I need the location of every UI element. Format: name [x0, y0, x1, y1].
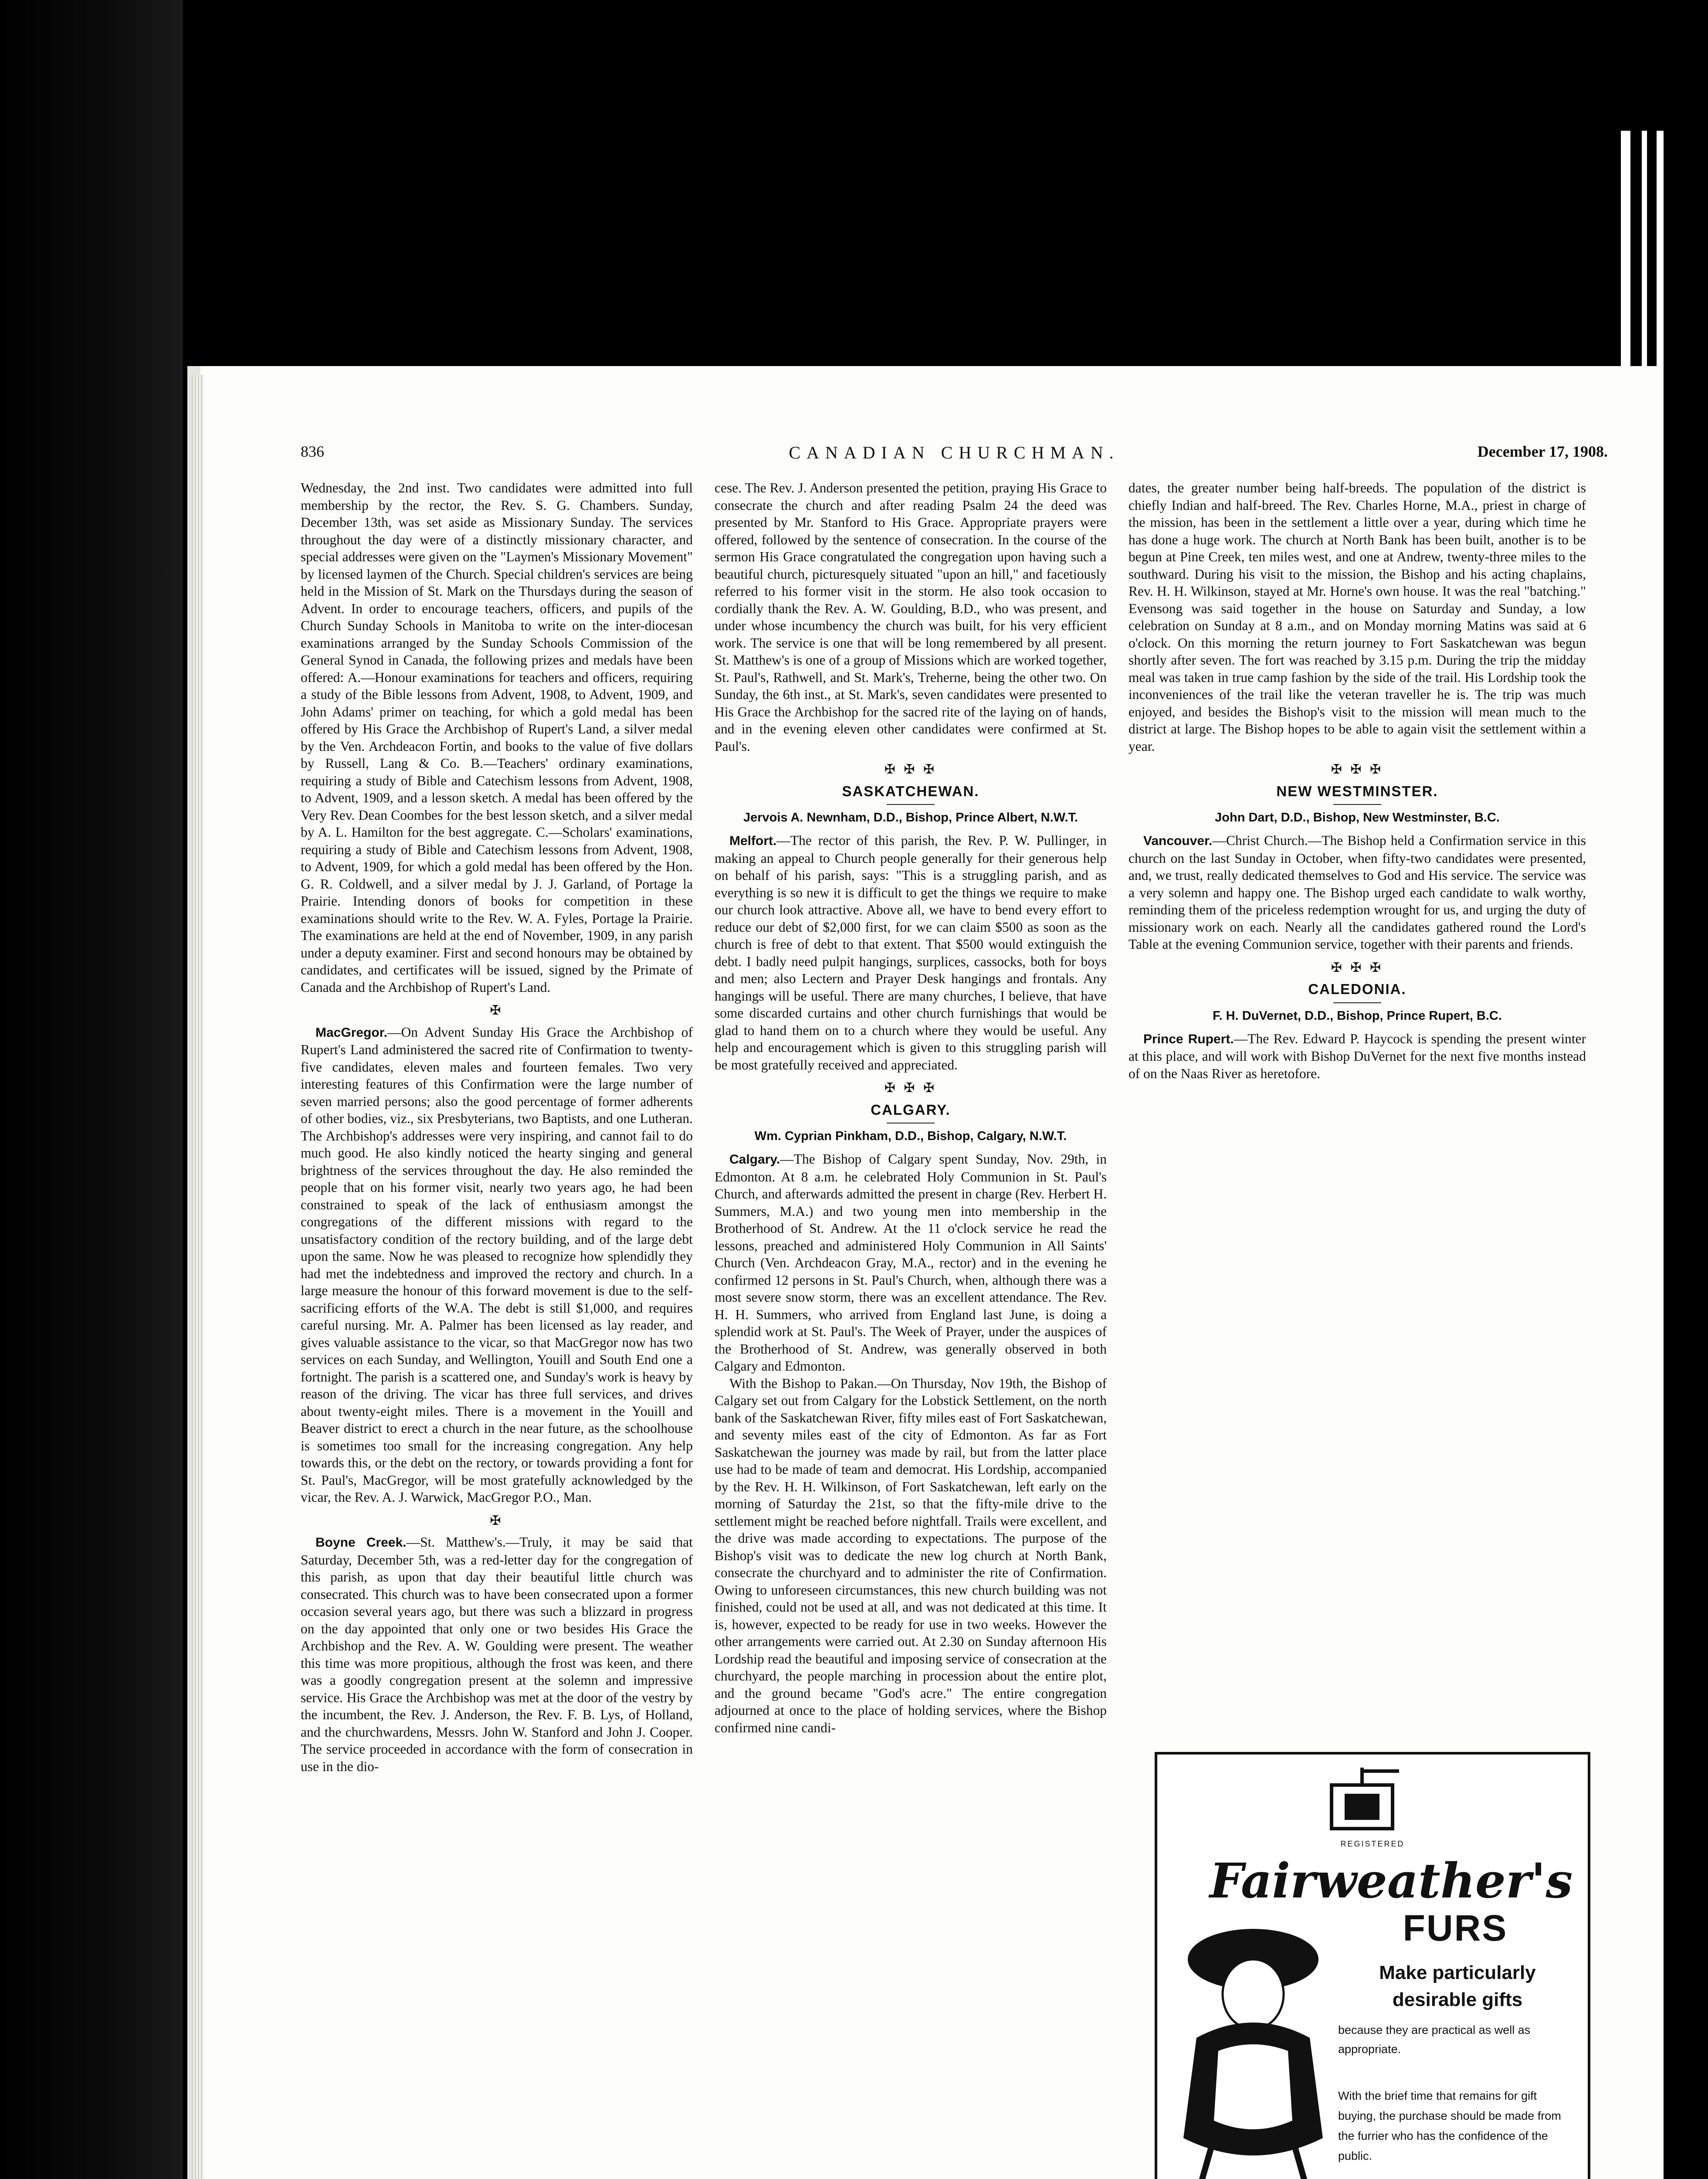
separator-icon: ✠ ✠ ✠ [884, 1081, 937, 1095]
article-paragraph: Wednesday, the 2nd inst. Two candidates were admitted into full membership by the rector, the Rev. S. G. Chambers. Sunday, December 13th, was set aside as Missionary Sunday. The services throughout the day were of a distinctly missionary character, and special addresses were given on the "Laymen's Missionary Movement" by licensed laymen of the Church. Special children's services are being held in the Mission of St. Mark on the Thursdays during the season of Advent. In order to encourage teachers, officers, and pupils of the Church Sunday Schools in Manitoba to write on the inter-diocesan examinations arranged by the Sunday Schools Commission of the General Synod in Canada, the following prizes and medals have been offered: A.—Honour examinations for teachers and officers, requiring a study of the Bible lessons from Advent, 1908, to Advent, 1909, and John Adams' primer on teaching, for which a gold medal has been offered by His Grace the Archbishop of Rupert's Land, a silver medal by the Ven. Archdeacon Fortin, and books to the value of five dollars by Russell, Lang & Co. B.—Teachers' ordinary examinations, requiring a study of Bible and Catechism lessons from Advent, 1908, to Advent, 1909, and a lesson sketch. A medal has been offered by the Very Rev. Dean Coombes for the best lesson sketch, and a silver medal by A. L. Hamilton for the best aggregate. C.—Scholars' examinations, requiring a study of Bible and Catechism lessons from Advent, 1908, to Advent, 1909, for which a gold medal has been offered by the Hon. G. R. Coldwell, and a silver medal by J. J. Garland, of Portage la Prairie. Intending donors of books for competition in these examinations should write to the Rev. W. A. Fyles, Portage la Prairie. The examinations are held at the end of November, 1909, in any parish under a deputy examiner. First and second honours may be obtained by candidates, and certificates will be issued, signed by the Primate of Canada and the Archbishop of Rupert's Land. [301, 480, 693, 995]
bishop-line: Wm. Cyprian Pinkham, D.D., Bishop, Calgary, N.W.T. [754, 1129, 1067, 1143]
article-paragraph: Prince Rupert.—The Rev. Edward P. Haycock is spending the present winter at this place, and will work with Bishop DuVernet for the next five months instead of on the Naas River as heretofore. [1128, 1031, 1586, 1081]
place-heading: Calgary. [729, 1152, 780, 1167]
page-binding-edge [192, 375, 204, 2179]
separator-icon: ✠ ✠ ✠ [1331, 762, 1384, 777]
newspaper-page [187, 366, 1660, 2179]
page-header [301, 442, 1608, 473]
place-heading: Prince Rupert. [1143, 1032, 1234, 1046]
separator-icon: ✠ ✠ ✠ [884, 762, 937, 777]
separator-icon: ✠ [490, 1003, 504, 1018]
brand-logo: Fairweather's [1210, 1853, 1573, 1909]
separator-icon: ✠ ✠ ✠ [1331, 960, 1384, 975]
separator-icon: ✠ [490, 1513, 504, 1528]
article-paragraph: cese. The Rev. J. Anderson presented the petition, praying His Grace to consecrate the church and after reading Psalm 24 the deed was presented by Mr. Stanford to His Grace. Appropriate prayers were offered, followed by the sentence of consecration. In the course of the sermon His Grace congratulated the congregation upon having such a beautiful church, picturesquely situated "upon an hill," and facetiously referred to his former visit in the storm. He also took occasion to cordially thank the Rev. A. W. Goulding, B.D., who was present, and under whose incumbency the church was built, for his very efficient work. The service is one that will be long remembered by all present. St. Matthew's is one of a group of Missions which are worked together, St. Paul's, Rathwell, and St. Mark's, Treherne, being the other two. On Sunday, the 6th inst., at St. Mark's, seven candidates were presented to His Grace the Archbishop for the sacred rite of the laying on of hands, and in the evening eleven other candidates were confirmed at St. Paul's. [715, 480, 1107, 754]
diocese-heading: CALGARY. [871, 1101, 951, 1118]
masthead-title: CANADIAN CHURCHMAN. [789, 443, 1120, 462]
ad-copy: With the brief time that remains for gift buying, the purchase should be made from the furrier who has the confidence of the public. [1338, 2089, 1561, 2162]
divider [1333, 804, 1381, 805]
divider [887, 804, 935, 805]
article-paragraph: MacGregor.—On Advent Sunday His Grace the Archbishop of Rupert's Land administered the sacred rite of Confirmation to twenty-five candidates, eleven males and fourteen females. Two very interesting features of this Confirmation were the large number of seven married persons; also the good percentage of former adherents of other bodies, viz., six Presbyterians, two Baptists, and one Lutheran. The Archbishop's addresses were very inspiring, and cannot fail to do much good. He also kindly noticed the hearty singing and general brightness of the services throughout the day. He also reminded the people that on his former visit, nearly two years ago, he had been constrained to speak of the lack of enthusiasm amongst the congregations of the different missions with regard to the unsatisfactory condition of the rectory building, and of the large debt upon the same. Now he was pleased to recognize how splendidly they had met the indebtedness and improved the rectory and church. In a large measure the honour of this forward movement is due to the self-sacrificing efforts of the W.A. The debt is still $1,000, and requires careful nursing. Mr. A. Palmer has been licensed as lay reader, and gives valuable assistance to the vicar, so that MacGregor now has two services on each Sunday, and Wellington, Youill and South End one a fortnight. The parish is a scattered one, and Sunday's work is heavy by reason of the driving. The vicar has three full services, and drives about twenty-eight miles. There is a movement in the Youill and Beaver district to erect a church in the near future, as the schoolhouse is sometimes too small for the increasing congregation. Any help towards this, or the debt on the rectory, or towards providing a font for St. Paul's, MacGregor, will be most gratefully acknowledged by the vicar, the Rev. A. J. Warwick, MacGregor P.O., Man. [301, 1024, 693, 1505]
bishop-line: Jervois A. Newnham, D.D., Bishop, Prince Albert, N.W.T. [743, 811, 1078, 825]
shop-sign-icon [1327, 1768, 1401, 1833]
diocese-heading: CALEDONIA. [1308, 981, 1406, 997]
bishop-line: F. H. DuVernet, D.D., Bishop, Prince Rupert, B.C. [1213, 1008, 1502, 1023]
ad-copy: because they are practical as well as appropriate. [1338, 2023, 1531, 2056]
article-paragraph: Calgary.—The Bishop of Calgary spent Sunday, Nov. 29th, in Edmonton. At 8 a.m. he celebrated Holy Communion in St. Paul's Church, and afterwards admitted the present in charge (Rev. Herbert H. Summers, M.A.) and two young men into membership in the Brotherhood of St. Andrew. At the 11 o'clock service he read the lessons, preached and administered Holy Communion in All Saints' Church (Ven. Archdeacon Gray, M.A., rector) and in the evening he confirmed 12 persons in St. Paul's Church, when, although there was a most severe snow storm, there was an excellent attendance. The Rev. H. H. Summers, who arrived from England last June, is doing a splendid work at St. Paul's. The Week of Prayer, under the auspices of the Brotherhood of St. Andrew, was generally observed in both Calgary and Edmonton. [715, 1151, 1107, 1374]
page-number: 836 [301, 443, 324, 460]
column-2 [715, 479, 1107, 1736]
bishop-line: John Dart, D.D., Bishop, New Westminster, B.C. [1215, 811, 1500, 825]
article-paragraph: With the Bishop to Pakan.—On Thursday, Nov 19th, the Bishop of Calgary set out from Calgary for the Lobstick Settlement, on the north bank of the Saskatchewan River, fifty miles east of Fort Saskatchewan, and seventy miles east of the city of Edmonton. As far as Fort Saskatchewan the journey was made by rail, but from the latter place use had to be made of team and democrat. His Lordship, accompanied by the Rev. H. H. Wilkinson, of Fort Saskatchewan, left early on the morning of Saturday the 21st, so that the fifty-mile drive to the settlement might be reached before nightfall. Trails were excellent, and the drive was made according to expectations. The purpose of the Bishop's visit was to dedicate the new log church at North Bank, consecrate the churchyard and to administer the rite of Confirmation. Owing to unforeseen circumstances, this new church building was not finished, could not be used at all, and was not dedicated at this time. It is, however, expected to be ready for use in two weeks. However the other arrangements were carried out. At 2.30 on Sunday afternoon His Lordship read the beautiful and imposing service of consecration at the churchyard, the people marching in procession about the entire plot, and the ground became "God's acre." The entire congregation adjourned at once to the place of holding services, where the Bishop confirmed nine candi- [715, 1375, 1107, 1735]
place-heading: Melfort. [729, 834, 777, 848]
diocese-heading: SASKATCHEWAN. [842, 783, 979, 799]
registered-mark: REGISTERED [1340, 1840, 1405, 1848]
article-paragraph: dates, the greater number being half-breeds. The population of the district is chiefly Indian and half-breed. The Rev. Charles Horne, M.A., priest in charge of the mission, has been in the settlement a little over a year, during which time he has done a huge work. The church at North Bank has been built, another is to be begun at Pine Creek, ten miles west, and one at Andrew, twenty-three miles to the southward. During his visit to the mission, the Bishop and his acting chaplains, Rev. H. H. Wilkinson, stayed at Mr. Horne's own house. It was the real "batching." Evensong was said together in the house on Saturday and Sunday, a low celebration on Sunday at 8 a.m., and on Monday morning Matins was said at 6 o'clock. On this morning the return journey to Fort Saskatchewan was begun shortly after seven. The fort was reached by 3.15 p.m. During the trip the midday meal was taken in true camp fashion by the side of the trail. His Lordship took the inconveniences of the trail like the veteran traveller he is. The trip was much enjoyed, and besides the Bishop's visit to the mission will mean much to the district at large. The Bishop hopes to be able to again visit the settlement within a year. [1128, 480, 1586, 754]
scan-shadow [0, 0, 183, 2179]
furs-heading: FURS [1403, 1907, 1508, 1948]
place-heading: MacGregor. [315, 1025, 388, 1040]
place-heading: Vancouver. [1143, 834, 1213, 848]
article-paragraph: Boyne Creek.—St. Matthew's.—Truly, it may be said that Saturday, December 5th, was a red-letter day for the congregation of this parish, as upon that day their beautiful little church was consecrated. This church was to have been consecrated upon a former occasion several years ago, but there was such a blizzard in progress on the day appointed that only one or two besides His Grace the Archbishop and the Rev. A. W. Goulding were present. The weather this time was more propitious, although the frost was keen, and there was a goodly congregation present at the solemn and impressive service. His Grace the Archbishop was met at the door of the vestry by the incumbent, the Rev. J. Anderson, the Rev. F. B. Lys, of Holland, and the churchwardens, Messrs. John W. Stanford and John J. Cooper. The service proceeded in accordance with the form of consecration in use in the dio- [301, 1534, 693, 1774]
article-paragraph: Vancouver.—Christ Church.—The Bishop held a Confirmation service in this church on the last Sunday in October, when fifty-two candidates were presented, and, we trust, really dedicated themselves to God and His service. The service was a very solemn and happy one. The Bishop urged each candidate to walk worthy, reminding them of the priceless redemption wrought for us, and urging the duty of missionary work on each. Nearly all the candidates gathered round the Lord's Table at the evening Communion service, together with their parents and friends. [1128, 833, 1586, 952]
woman-in-furs-illustration-icon [1170, 1894, 1332, 2179]
column-3 [1128, 479, 1586, 1082]
fur-advertisement [1155, 1752, 1590, 2179]
divider [1333, 1002, 1381, 1003]
issue-date: December 17, 1908. [1477, 443, 1608, 460]
place-heading: Boyne Creek. [315, 1535, 407, 1550]
ad-tagline: Make particularly desirable gifts [1379, 1962, 1536, 2010]
article-paragraph: Melfort.—The rector of this parish, the Rev. P. W. Pullinger, in making an appeal to Church people generally for their generous help on behalf of his parish, says: "This is a struggling parish, and as everything is so new it is difficult to get the things we require to make our church look attractive. Above all, we have to bend every effort to reduce our debt of $2,000 first, for we can claim $500 as soon as the church is free of debt to that extent. That $500 would extinguish the debt. I badly need pulpit hangings, surplices, cassocks, both for boys and men; also Lectern and Prayer Desk hangings and frontals. Any hangings will be useful. There are many churches, I believe, that have some discarded curtains and other church furnishings that would be glad to hand them on to a church where they would be useful. Any help and encouragement which is given to this struggling parish will be most gratefully received and appreciated. [715, 833, 1107, 1073]
diocese-heading: NEW WESTMINSTER. [1276, 783, 1438, 799]
column-1 [301, 479, 693, 1775]
